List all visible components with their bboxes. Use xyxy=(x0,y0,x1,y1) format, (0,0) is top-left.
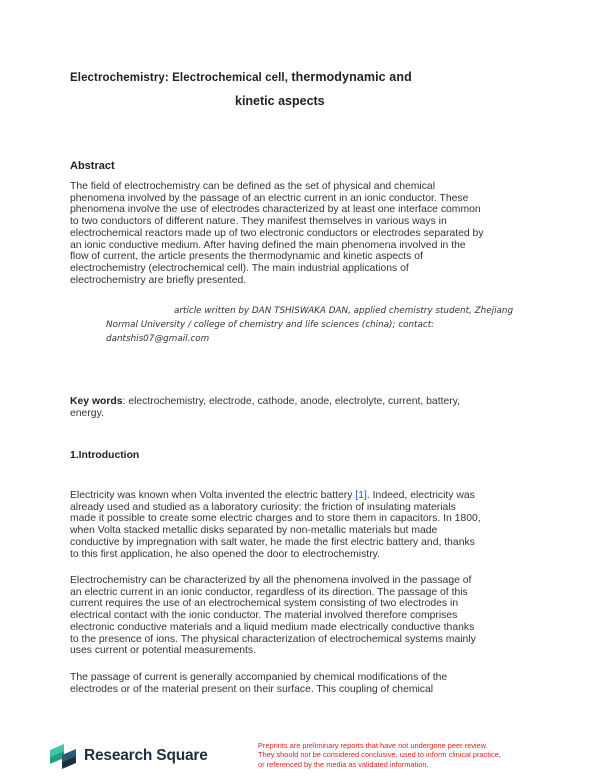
text-line: to the presence of ions. The physical characterization of electrochemical systems mainly xyxy=(70,633,476,645)
notice-line: Preprints are preliminary reports that have not undergone peer review. xyxy=(258,741,488,750)
text-line: electrochemistry are briefly presented. xyxy=(70,274,247,286)
paper-title-line-2: kinetic aspects xyxy=(235,94,325,108)
research-square-logo[interactable] xyxy=(48,742,208,770)
text-line: electronic conductive materials and a liquid medium made electrically conductive thanks xyxy=(70,621,475,633)
text-line: The passage of current is generally accompanied by chemical modifications of the xyxy=(70,672,448,683)
abstract-body xyxy=(70,181,540,286)
title-part-1: Electrochemistry: Electrochemical cell, xyxy=(70,72,292,84)
paper-title-line-1 xyxy=(70,70,412,84)
citation-link[interactable]: [1] xyxy=(355,490,367,501)
text-line: already used and studied as a laboratory curiosity: the friction of insulating materials xyxy=(70,501,456,513)
title-part-2: thermodynamic and xyxy=(291,70,412,84)
text-line: current requires the use of an electrochemical system consisting of two electrodes in xyxy=(70,598,459,610)
notice-line: They should not be considered conclusive, used to inform clinical practice, xyxy=(258,750,501,760)
author-line: article written by DAN TSHISWAKA DAN, applied chemistry student, Zhejiang xyxy=(174,306,514,316)
text-line: phenomena involved by the passage of an electric current in an ionic conductor. These xyxy=(70,192,469,204)
notice-line: or referenced by the media as validated information. xyxy=(258,759,429,769)
introduction-heading: 1.Introduction xyxy=(70,450,140,461)
text-line: to two conductors of different nature. They manifest themselves in various ways in xyxy=(70,216,447,228)
author-line: Normal University / college of chemistry and life sciences (china); contact: xyxy=(106,320,435,330)
intro-paragraph-3 xyxy=(70,672,540,695)
text-line: made it possible to create some electric charges and to store them in capacitors. In 1800, xyxy=(70,513,481,525)
text-line: electrodes or of the material present on their surface. This coupling of chemical xyxy=(70,683,434,695)
text-line: uses current or potential measurements. xyxy=(70,645,256,657)
text-line: conductive by impregnation with salt water, he made the first electric battery and, thanks xyxy=(70,536,475,548)
text-line: Electrochemistry can be characterized by all the phenomena involved in the passage of xyxy=(70,575,472,586)
keywords-list-cont: energy. xyxy=(70,408,104,419)
text-line: an electric current in an ionic conductor, regardless of its direction. The passage of this xyxy=(70,586,468,598)
keywords-list: : electrochemistry, electrode, cathode, anode, electrolyte, current, battery, xyxy=(122,396,461,407)
abstract-heading: Abstract xyxy=(70,160,115,172)
intro-paragraph-1 xyxy=(70,490,540,560)
text-segment: . Indeed, electricity was xyxy=(366,490,475,501)
author-info xyxy=(106,304,536,346)
text-line: electrochemical reactors made up of two electronic conductors or electrodes separated by xyxy=(70,227,484,239)
research-square-logo-text: Research Square xyxy=(84,747,208,764)
text-line: an ionic conductive medium. After having defined the main phenomena involved in the xyxy=(70,239,466,251)
intro-paragraph-2 xyxy=(70,575,540,657)
preprint-notice xyxy=(258,741,598,769)
text-line: electrochemistry (electrochemical cell). The main industrial applications of xyxy=(70,262,409,274)
text-line: electrical contact with the ionic conductor. The material involved therefore comprises xyxy=(70,610,458,622)
text-segment: Electricity was known when Volta invented the electric battery xyxy=(70,490,356,501)
research-square-logo-icon xyxy=(48,742,78,770)
keywords xyxy=(70,396,540,420)
text-line: when Volta stacked metallic disks separated by non-metallic materials but made xyxy=(70,525,438,537)
keywords-label: Key words xyxy=(70,396,123,407)
author-contact: dantshis07@gmail.com xyxy=(106,334,210,344)
text-line: flow of current, the article presents the thermodynamic and kinetic aspects of xyxy=(70,251,423,263)
text-line: The field of electrochemistry can be defined as the set of physical and chemical xyxy=(70,181,436,192)
text-line: phenomena involve the use of electrodes characterized by at least one interface common xyxy=(70,204,481,216)
text-line: to this first application, he also opened the door to electrochemistry. xyxy=(70,548,380,560)
